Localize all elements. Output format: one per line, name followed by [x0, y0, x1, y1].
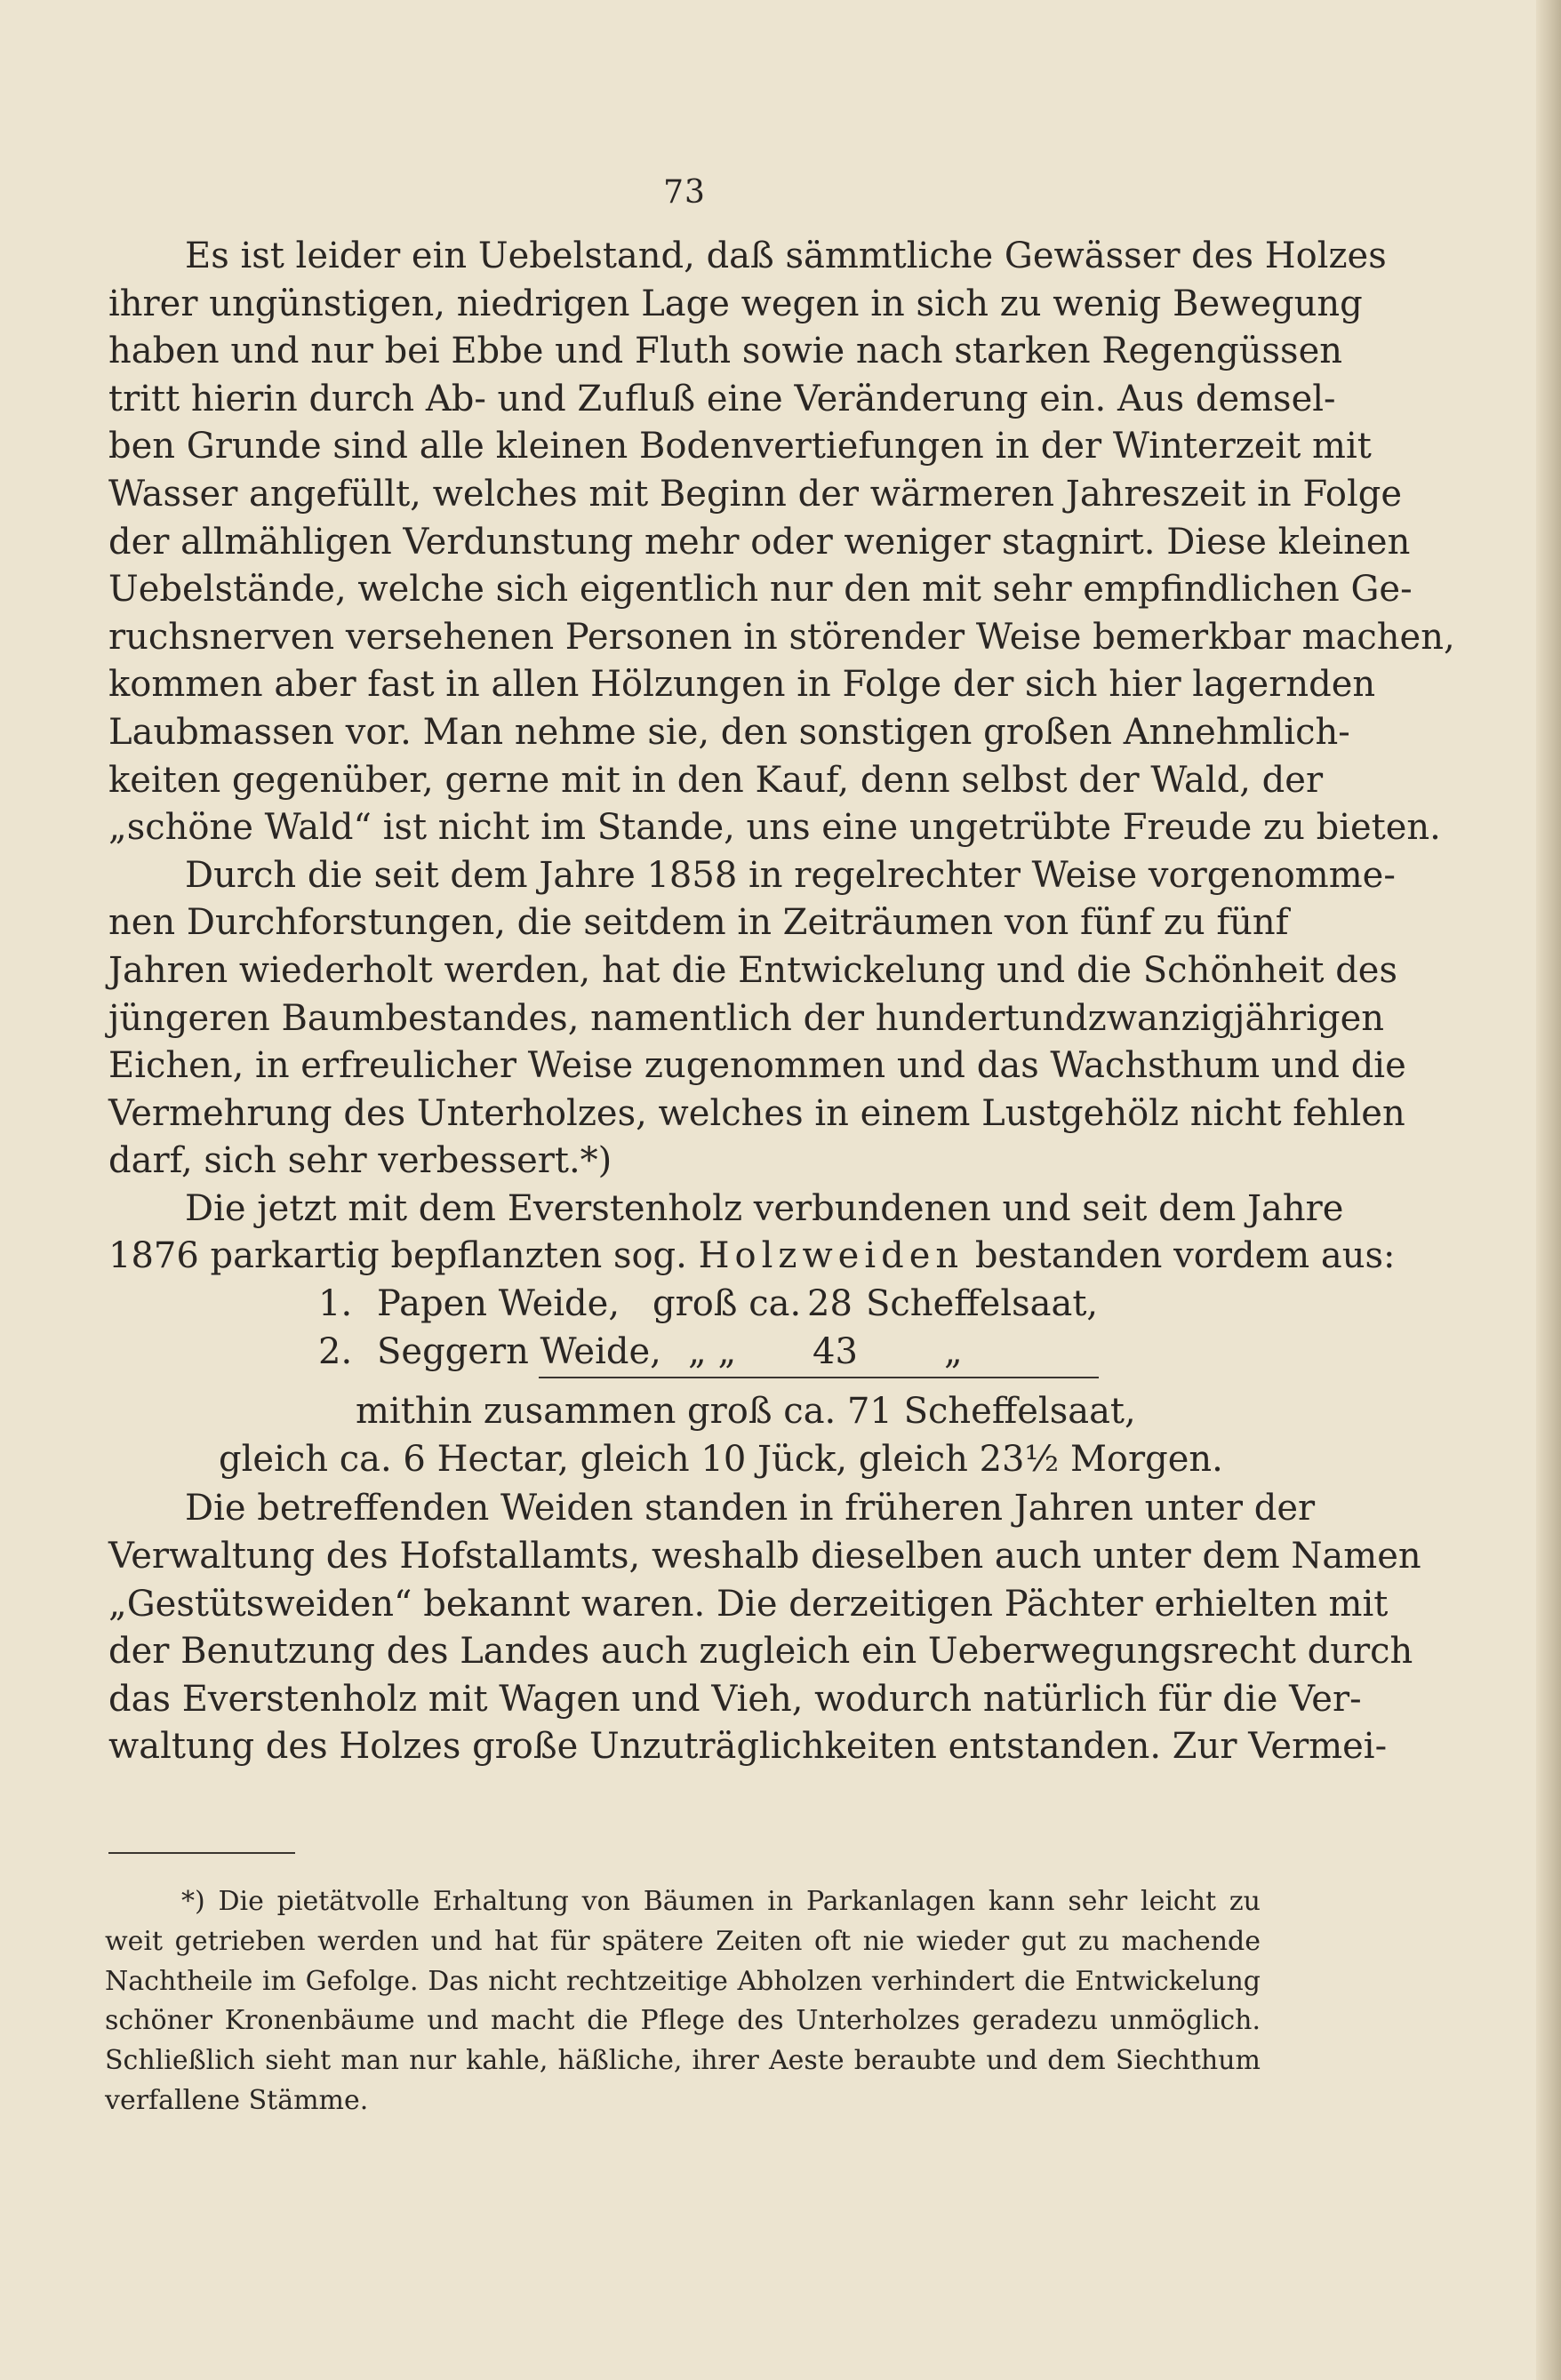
footnote-line: weit getrieben werden und hat für spätere Zeiten oft nie wieder gut zu machende: [105, 1925, 1261, 1957]
list-item: [108, 1281, 1261, 1329]
text-line: jüngeren Baumbestandes, namentlich der hundertundzwanzigjährigen: [108, 997, 1384, 1039]
text-segment: bestanden vordem aus:: [974, 1235, 1396, 1277]
footnote-line: schöner Kronenbäume und macht die Pflege des Unterholzes geradezu unmöglich.: [105, 2005, 1261, 2037]
pasture-name: Papen Weide,: [377, 1283, 620, 1325]
text-line: tritt hierin durch Ab- und Zufluß eine Veränderung ein. Aus demsel-: [108, 378, 1336, 419]
pasture-list: [108, 1281, 1261, 1376]
text-line: der Benutzung des Landes auch zugleich ein Ueberwegungsrecht durch: [108, 1631, 1413, 1673]
footnote-reference-line: darf, sich sehr verbessert.*): [108, 1140, 612, 1182]
summary: [108, 1388, 1261, 1483]
text-line: ruchsnerven versehenen Personen in störender Weise bemerkbar machen,: [108, 616, 1455, 658]
text-line: kommen aber fast in allen Hölzungen in Folge der sich hier lagernden: [108, 664, 1376, 706]
text-line: Uebelstände, welche sich eigentlich nur den mit sehr empfindlichen Ge-: [108, 569, 1413, 611]
text-line: „schöne Wald“ ist nicht im Stande, uns eine ungetrübte Freude zu bieten.: [108, 807, 1441, 849]
footnote-line: *) Die pietätvolle Erhaltung von Bäumen in Parkanlagen kann sehr leicht zu: [181, 1886, 1261, 1917]
body-text: [108, 233, 1455, 1771]
footnote-rule: [108, 1852, 295, 1854]
text-line: ben Grunde sind alle kleinen Bodenvertiefungen in der Winterzeit mit: [108, 426, 1372, 467]
footnote-line: Nachtheile im Gefolge. Das nicht rechtzeitige Abholzen verhindert die Entwickelung: [105, 1965, 1261, 1997]
size-value: 28: [807, 1283, 853, 1325]
text-line: [108, 1233, 1396, 1281]
paragraph-3: [108, 1186, 1396, 1281]
text-line: Vermehrung des Unterholzes, welches in einem Lustgehölz nicht fehlen: [108, 1092, 1405, 1134]
list-item: [108, 1329, 1261, 1377]
summary-total: mithin zusammen groß ca. 71 Scheffelsaat,: [356, 1391, 1136, 1433]
text-segment: 1876 parkartig bepflanzten sog.: [108, 1235, 687, 1277]
text-line: Verwaltung des Hofstallamts, weshalb dieselben auch unter dem Namen: [108, 1536, 1421, 1577]
list-number: 1.: [318, 1283, 353, 1325]
text-line: Eichen, in erfreulicher Weise zugenommen und das Wachsthum und die: [108, 1045, 1406, 1087]
sum-rule: [539, 1377, 1099, 1378]
text-line: Jahren wiederholt werden, hat die Entwickelung und die Schönheit des: [108, 949, 1397, 991]
footnote: [105, 1882, 1261, 2121]
footnote-line: verfallene Stämme.: [105, 2084, 369, 2116]
size-value: 43: [813, 1330, 858, 1372]
list-number: 2.: [318, 1330, 353, 1372]
size-unit: Scheffelsaat,: [866, 1283, 1099, 1325]
text-line: ihrer ungünstigen, niedrigen Lage wegen in sich zu wenig Bewegung: [108, 283, 1363, 324]
paragraph-4: [108, 1485, 1421, 1771]
pasture-name: Seggern Weide,: [377, 1330, 661, 1372]
summary-conversion: gleich ca. 6 Hectar, gleich 10 Jück, gleich 23½ Morgen.: [219, 1438, 1223, 1480]
ditto-mark: „: [944, 1330, 963, 1372]
text-line: keiten gegenüber, gerne mit in den Kauf, denn selbst der Wald, der: [108, 759, 1324, 801]
size-label: groß ca.: [652, 1283, 802, 1325]
text-line: Die jetzt mit dem Everstenholz verbundenen und seit dem Jahre: [185, 1187, 1344, 1229]
paragraph-2: [108, 852, 1406, 1186]
footnote-line: Schließlich sieht man nur kahle, häßliche, ihrer Aeste beraubte und dem Siechthum: [105, 2045, 1261, 2077]
page-edge: [1536, 0, 1561, 2380]
ditto-marks: „ „: [688, 1330, 737, 1372]
text-line: „Gestütsweiden“ bekannt waren. Die derzeitigen Pächter erhielten mit: [108, 1583, 1389, 1625]
text-line: Wasser angefüllt, welches mit Beginn der wärmeren Jahreszeit in Folge: [108, 473, 1403, 515]
text-line: waltung des Holzes große Unzuträglichkeiten entstanden. Zur Vermei-: [108, 1726, 1388, 1768]
paragraph-1: [108, 233, 1455, 852]
text-line: haben und nur bei Ebbe und Fluth sowie nach starken Regengüssen: [108, 331, 1343, 372]
text-line: nen Durchforstungen, die seitdem in Zeiträumen von fünf zu fünf: [108, 902, 1289, 944]
text-line: der allmähligen Verdunstung mehr oder weniger stagnirt. Diese kleinen: [108, 521, 1411, 563]
text-line: Durch die seit dem Jahre 1858 in regelrechter Weise vorgenomme-: [185, 854, 1396, 896]
spaced-term: Holzweiden: [698, 1235, 965, 1277]
text-line: Laubmassen vor. Man nehme sie, den sonstigen großen Annehmlich-: [108, 711, 1350, 753]
text-line: Es ist leider ein Uebelstand, daß sämmtliche Gewässer des Holzes: [185, 236, 1387, 276]
page-number: 73: [663, 174, 706, 211]
text-line: das Everstenholz mit Wagen und Vieh, wodurch natürlich für die Ver-: [108, 1678, 1362, 1720]
text-line: Die betreffenden Weiden standen in früheren Jahren unter der: [185, 1488, 1316, 1529]
